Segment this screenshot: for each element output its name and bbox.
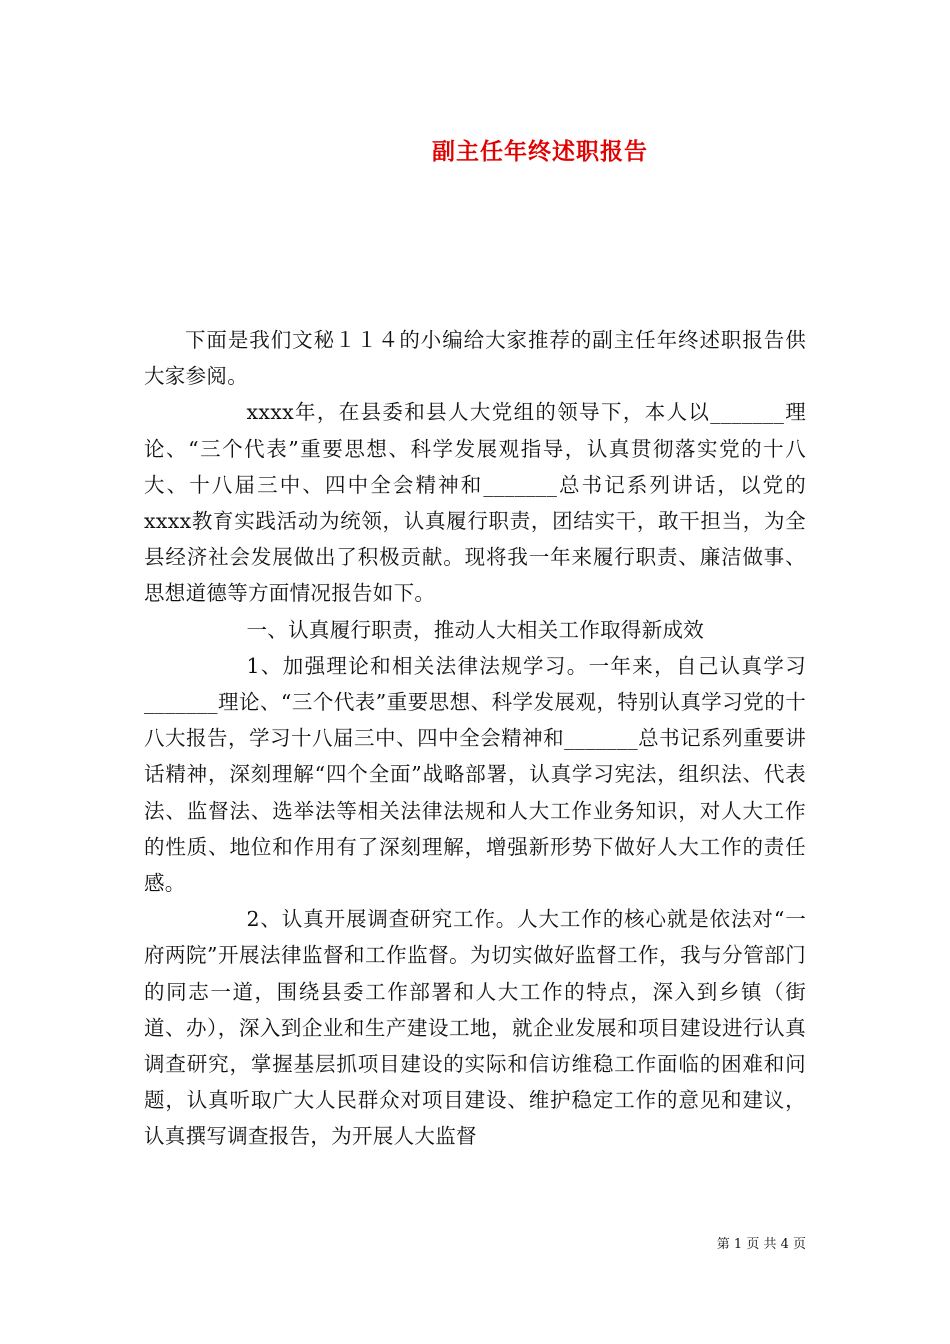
section-heading: 一、认真履行职责，推动人大相关工作取得新成效 <box>246 617 705 642</box>
page-number: 第 1 页 共 4 页 <box>716 1237 806 1252</box>
item-2-paragraph: 2、认真开展调查研究工作。人大工作的核心就是依法对“一府两院”开展法律监督和工作监督。为切实做好监督工作，我与分管部门的同志一道，围绕县委工作部署和人大工作的特点，深入到乡镇（街道、办），深入到企业和生产建设工地，就企业发展和项目建设进行认真调查研究，掌握基层抓项目建设的实际和信访维稳工作面临的困难和问题，认真听取广大人民群众对项目建设、维护稳定工作的意见和建议，认真撰写调查报告，为开展人大监督 <box>144 907 806 1149</box>
item-1-paragraph: 1、加强理论和相关法律法规学习。一年来，自己认真学习_______理论、“三个代表”重要思想、科学发展观，特别认真学习党的十八大报告，学习十八届三中、四中全会精神和_______总书记系列重要讲话精神，深刻理解“四个全面”战略部署，认真学习宪法，组织法、代表法、监督法、选举法等相关法律法规和人大工作业务知识，对人大工作的性质、地位和作用有了深刻理解，增强新形势下做好人大工作的责任感。 <box>144 653 806 896</box>
page-title: 副主任年终述职报告 <box>432 138 648 165</box>
intro-paragraph: 下面是我们文秘１１４的小编给大家推荐的副主任年终述职报告供大家参阅。 <box>144 328 806 389</box>
document-body <box>144 322 806 1155</box>
opening-paragraph: xxxx年，在县委和县人大党组的领导下，本人以_______理论、“三个代表”重要思想、科学发展观指导，认真贯彻落实党的十八大、十八届三中、四中全会精神和_______总书记系列讲话，以党的xxxx教育实践活动为统领，认真履行职责，团结实干，敢干担当，为全县经济社会发展做出了积极贡献。现将我一年来履行职责、廉洁做事、思想道德等方面情况报告如下。 <box>144 400 806 606</box>
